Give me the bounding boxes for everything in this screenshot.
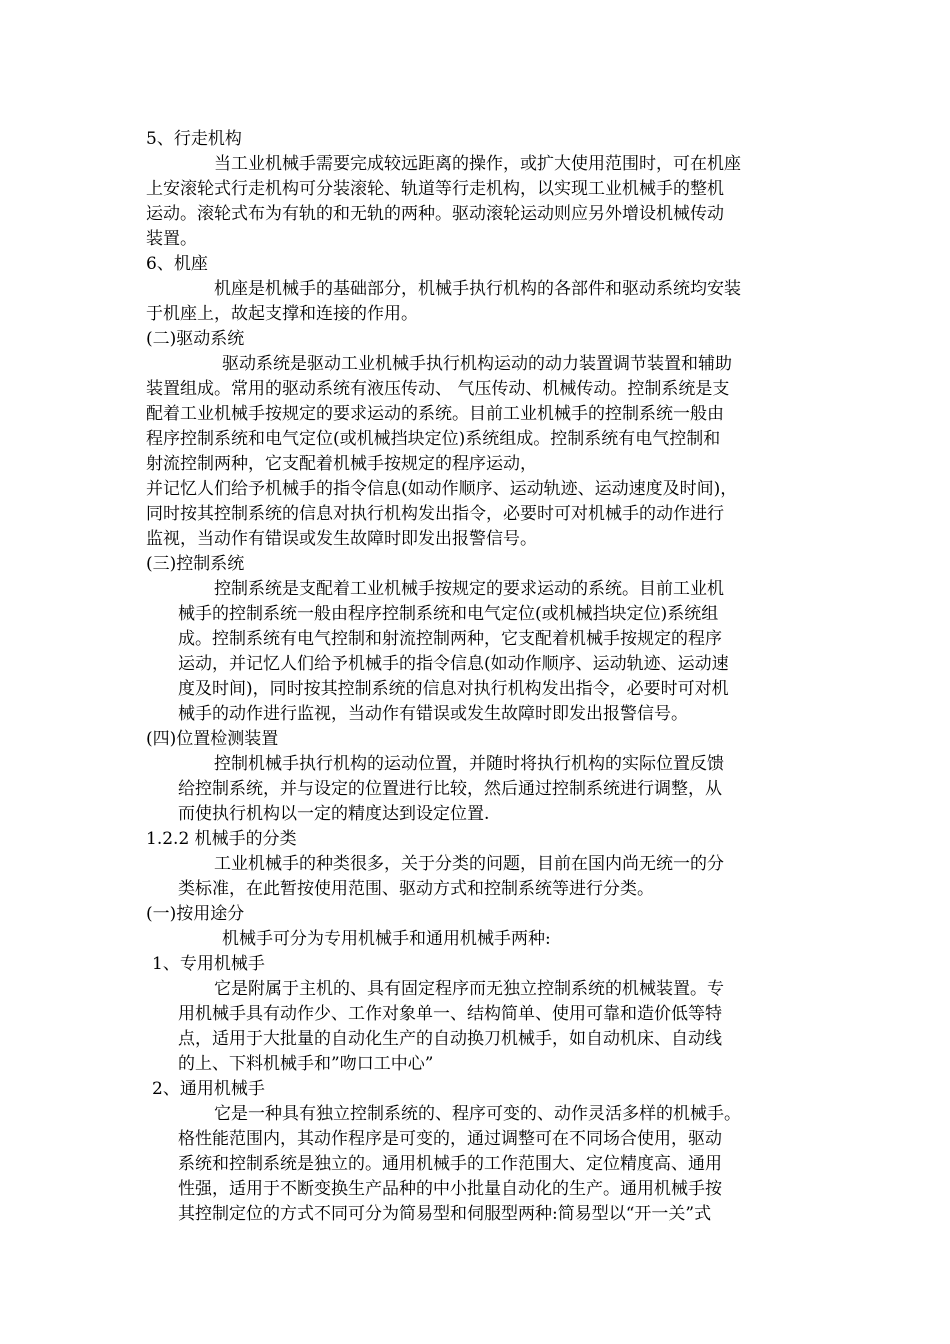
section-heading: 6、机座	[146, 254, 208, 274]
section-heading: (三)控制系统	[146, 554, 245, 574]
paragraph-line: 装置组成。常用的驱动系统有液压传动、 气压传动、机械传动。控制系统是支	[146, 379, 730, 399]
paragraph-line: 控制系统是支配着工业机械手按规定的要求运动的系统。目前工业机	[214, 579, 724, 599]
paragraph-line: 于机座上，故起支撑和连接的作用。	[146, 304, 418, 324]
paragraph-line: 给控制系统，并与设定的位置进行比较，然后通过控制系统进行调整，从	[178, 779, 722, 799]
paragraph-line: 并记忆人们给予机械手的指令信息(如动作顺序、运动轨迹、运动速度及时间)，	[146, 479, 738, 499]
paragraph-line: 机械手可分为专用机械手和通用机械手两种:	[222, 929, 551, 949]
section-heading: 1、专用机械手	[152, 954, 265, 974]
paragraph-line: 度及时间)，同时按其控制系统的信息对执行机构发出指令，必要时可对机	[178, 679, 729, 699]
section-heading: (四)位置检测装置	[146, 729, 279, 749]
section-heading: (一)按用途分	[146, 904, 245, 924]
paragraph-line: 点，适用于大批量的自动化生产的自动换刀机械手，如自动机床、自动线	[178, 1029, 722, 1049]
paragraph-line: 系统和控制系统是独立的。通用机械手的工作范围大、定位精度高、通用	[178, 1154, 722, 1174]
paragraph-line: 运动，并记忆人们给予机械手的指令信息(如动作顺序、运动轨迹、运动速	[178, 654, 729, 674]
paragraph-line: 成。控制系统有电气控制和射流控制两种，它支配着机械手按规定的程序	[178, 629, 722, 649]
paragraph-line: 的上、下料机械手和”吻口工中心”	[178, 1054, 434, 1074]
paragraph-line: 它是附属于主机的、具有固定程序而无独立控制系统的机械装置。专	[214, 979, 724, 999]
paragraph-line: 控制机械手执行机构的运动位置，并随时将执行机构的实际位置反馈	[214, 754, 724, 774]
paragraph-line: 它是一种具有独立控制系统的、程序可变的、动作灵活多样的机械手。	[214, 1104, 741, 1124]
paragraph-line: 类标准，在此暂按使用范围、驱动方式和控制系统等进行分类。	[178, 879, 654, 899]
paragraph-line: 机座是机械手的基础部分，机械手执行机构的各部件和驱动系统均安装	[214, 279, 741, 299]
section-heading: 2、通用机械手	[152, 1079, 265, 1099]
paragraph-line: 其控制定位的方式不同可分为简易型和伺服型两种:简易型以“开一关”式	[178, 1204, 712, 1224]
paragraph-line: 同时按其控制系统的信息对执行机构发出指令，必要时可对机械手的动作进行	[146, 504, 724, 524]
section-heading: 1.2.2 机械手的分类	[146, 829, 297, 849]
paragraph-line: 驱动系统是驱动工业机械手执行机构运动的动力装置调节装置和辅助	[222, 354, 732, 374]
paragraph-line: 工业机械手的种类很多，关于分类的问题，目前在国内尚无统一的分	[214, 854, 724, 874]
section-heading: (二)驱动系统	[146, 329, 245, 349]
paragraph-line: 监视，当动作有错误或发生故障时即发出报警信号。	[146, 529, 537, 549]
paragraph-line: 而使执行机构以一定的精度达到设定位置.	[178, 804, 490, 824]
paragraph-line: 用机械手具有动作少、工作对象单一、结构简单、使用可靠和造价低等特	[178, 1004, 722, 1024]
paragraph-line: 械手的控制系统一般由程序控制系统和电气定位(或机械挡块定位)系统组	[178, 604, 719, 624]
paragraph-line: 格性能范围内，其动作程序是可变的，通过调整可在不同场合使用，驱动	[178, 1129, 722, 1149]
paragraph-line: 当工业机械手需要完成较远距离的操作，或扩大使用范围时，可在机座	[214, 154, 741, 174]
paragraph-line: 射流控制两种，它支配着机械手按规定的程序运动，	[146, 454, 537, 474]
paragraph-line: 上安滚轮式行走机构可分装滚轮、轨道等行走机构，以实现工业机械手的整机	[146, 179, 724, 199]
paragraph-line: 运动。滚轮式布为有轨的和无轨的两种。驱动滚轮运动则应另外增设机械传动	[146, 204, 724, 224]
paragraph-line: 性强，适用于不断变换生产品种的中小批量自动化的生产。通用机械手按	[178, 1179, 722, 1199]
paragraph-line: 装置。	[146, 229, 197, 249]
paragraph-line: 程序控制系统和电气定位(或机械挡块定位)系统组成。控制系统有电气控制和	[146, 429, 721, 449]
paragraph-line: 配着工业机械手按规定的要求运动的系统。目前工业机械手的控制系统一般由	[146, 404, 724, 424]
paragraph-line: 械手的动作进行监视，当动作有错误或发生故障时即发出报警信号。	[178, 704, 688, 724]
section-heading: 5、行走机构	[146, 129, 242, 149]
